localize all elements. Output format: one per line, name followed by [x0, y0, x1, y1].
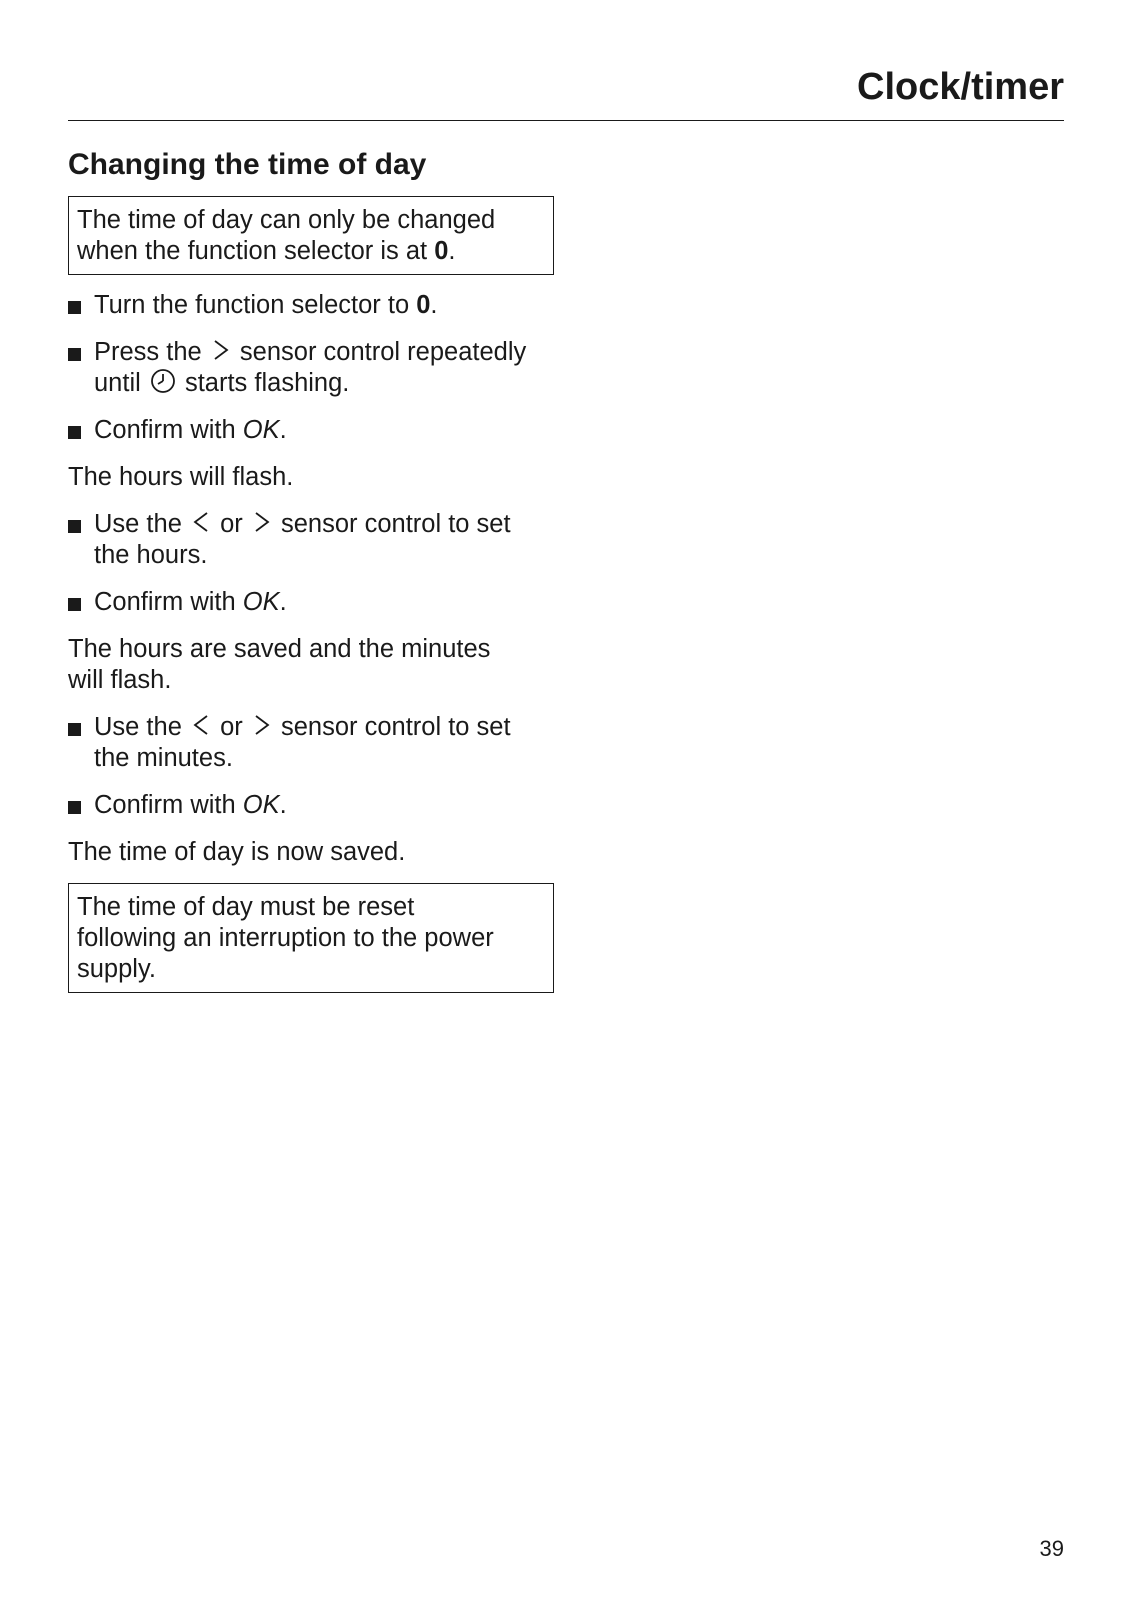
step-confirm	[68, 587, 554, 618]
chevron-right-icon	[212, 338, 230, 362]
step-line: the minutes.	[94, 744, 233, 772]
page-number: 39	[1039, 1536, 1064, 1561]
bold-value: 0	[434, 237, 449, 265]
chevron-left-icon	[192, 510, 210, 534]
step-turn-selector	[68, 290, 554, 321]
punctuation: .	[279, 588, 287, 616]
clock-icon	[150, 368, 176, 394]
note-line: The time of day must be reset	[77, 893, 415, 921]
note-box-function-selector	[68, 196, 554, 275]
square-bullet-icon	[68, 348, 81, 361]
step-line: the hours.	[94, 541, 208, 569]
ok-label: OK	[242, 588, 280, 616]
paragraph-hours-saved	[68, 634, 554, 696]
note-line: following an interruption to the power	[77, 924, 494, 952]
square-bullet-icon	[68, 520, 81, 533]
note-line: supply.	[77, 955, 156, 983]
step-confirm	[68, 415, 554, 446]
main-content	[68, 146, 554, 993]
step-line	[94, 509, 554, 540]
punctuation: .	[279, 416, 287, 444]
note-line	[77, 236, 545, 267]
step-text: starts flashing.	[184, 369, 350, 397]
step-set-minutes	[68, 712, 554, 774]
punctuation: .	[430, 291, 438, 319]
note-box-power-interruption	[68, 883, 554, 993]
step-text: until	[94, 369, 141, 397]
ok-label: OK	[242, 791, 280, 819]
chevron-right-icon	[253, 713, 271, 737]
step-confirm	[68, 790, 554, 821]
page-heading: Changing the time of day	[68, 148, 427, 181]
note-line: The time of day can only be changed	[77, 206, 496, 234]
step-line	[94, 337, 554, 368]
step-text: Turn the function selector to	[94, 291, 417, 319]
step-text: Confirm with	[94, 588, 243, 616]
step-text: Use the	[94, 510, 182, 538]
step-text: Press the	[94, 338, 202, 366]
step-text: Use the	[94, 713, 182, 741]
square-bullet-icon	[68, 598, 81, 611]
square-bullet-icon	[68, 426, 81, 439]
punctuation: .	[279, 791, 287, 819]
step-text: Confirm with	[94, 791, 243, 819]
section-title: Clock/timer	[857, 66, 1064, 108]
punctuation: .	[448, 237, 456, 265]
step-text: sensor control to set	[280, 510, 511, 538]
step-text: or	[220, 713, 243, 741]
page-header	[68, 62, 1064, 121]
bold-value: 0	[416, 291, 431, 319]
chevron-right-icon	[253, 510, 271, 534]
step-set-hours	[68, 509, 554, 571]
paragraph-line: The hours are saved and the minutes	[68, 635, 491, 663]
paragraph-hours-flash: The hours will flash.	[68, 463, 294, 491]
step-line	[94, 712, 554, 743]
note-text: when the function selector is at	[77, 237, 435, 265]
square-bullet-icon	[68, 801, 81, 814]
step-line	[94, 368, 554, 399]
square-bullet-icon	[68, 301, 81, 314]
paragraph-line: will flash.	[68, 666, 172, 694]
square-bullet-icon	[68, 723, 81, 736]
chevron-left-icon	[192, 713, 210, 737]
step-press-sensor	[68, 337, 554, 399]
step-text: or	[220, 510, 243, 538]
paragraph-time-saved: The time of day is now saved.	[68, 838, 406, 866]
ok-label: OK	[242, 416, 280, 444]
step-text: Confirm with	[94, 416, 243, 444]
step-text: sensor control to set	[280, 713, 511, 741]
step-text: sensor control repeatedly	[239, 338, 527, 366]
